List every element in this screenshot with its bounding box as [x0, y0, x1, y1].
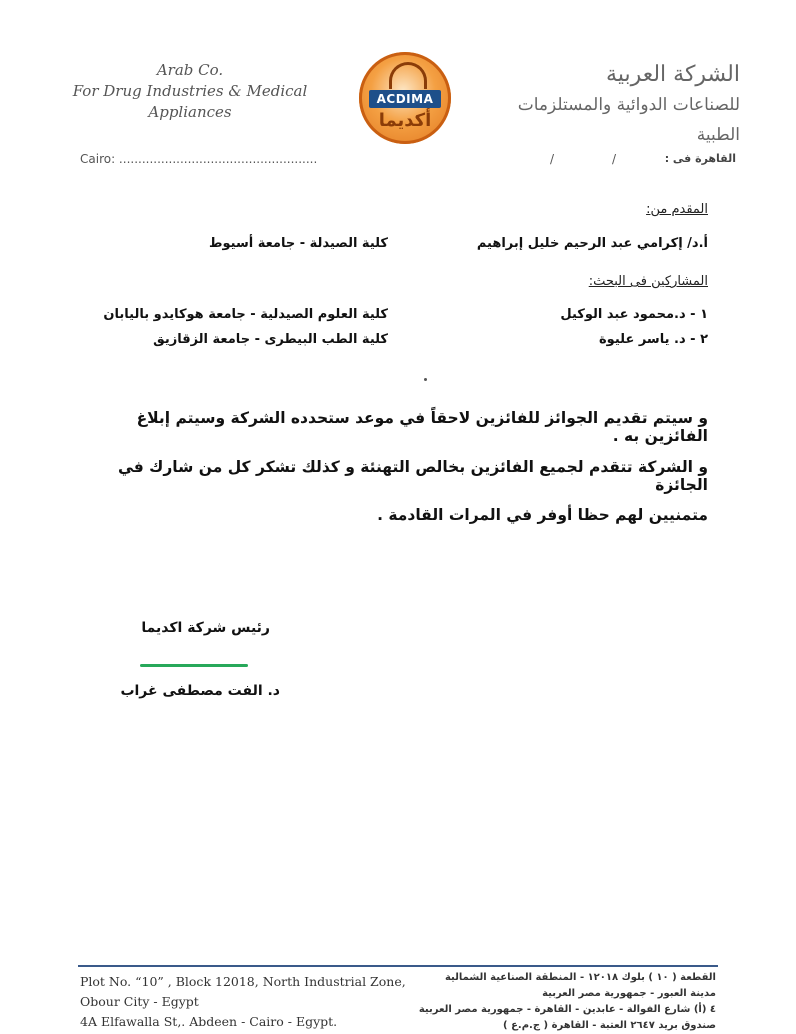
company-name-english: [70, 60, 310, 123]
footer-address-ar: [386, 970, 716, 1034]
footer-ar-line: صندوق بريد ٢٦٤٧ العتبة - القاهرة ( ج.م.ع ): [503, 1020, 716, 1031]
submitter-label: المقدم من:: [646, 202, 708, 217]
footer-address-en: [80, 972, 406, 1032]
company-name-ar-line: الشركة العربية: [606, 62, 740, 87]
signature-stroke: [140, 664, 248, 667]
signatory-name: د. الفت مصطفى غراب: [120, 683, 280, 699]
footer-en-line: Obour City - Egypt: [80, 994, 199, 1009]
stray-dot: [424, 378, 427, 381]
participant-name: ٢ - د. ياسر عليوة: [599, 332, 708, 347]
date-slash: /: [612, 152, 617, 166]
participant-name: ١ - د.محمود عبد الوكيل: [560, 307, 708, 322]
footer-divider: [78, 965, 718, 967]
paragraph: متمنيين لهم حظا أوفر في المرات القادمة .: [377, 506, 708, 524]
submitter-affiliation: كلية الصيدلة - جامعة أسيوط: [208, 236, 388, 251]
logo-text: ACDIMA: [369, 90, 441, 108]
footer-ar-line: القطعة ( ١٠ ) بلوك ١٢٠١٨ - المنطقة الصناعية الشمالية: [444, 972, 716, 983]
company-name-en-line: Appliances: [148, 103, 232, 121]
submitter-name: أ.د/ إكرامي عبد الرحيم خليل إبراهيم: [476, 236, 708, 251]
company-name-en-line: Arab Co.: [156, 61, 224, 79]
cairo-date-en: Cairo: ....................................................: [80, 152, 318, 166]
participant-affiliation: كلية الطب البيطرى - جامعة الزقازيق: [153, 332, 388, 347]
acdima-logo: [359, 52, 451, 144]
logo-arc-icon: [389, 62, 427, 89]
date-slash: /: [550, 152, 555, 166]
paragraph: و سيتم تقديم الجوائز للفائزين لاحقاً في موعد ستحدده الشركة وسيتم إبلاغ الفائزين به .: [136, 409, 708, 445]
company-name-en-line: For Drug Industries & Medical: [72, 82, 308, 100]
signature-title: رئيس شركة اكديما: [141, 620, 270, 636]
footer-ar-line: مدينة العبور - جمهورية مصر العربية: [542, 988, 716, 999]
logo-arabic-text: أكديما: [378, 110, 432, 131]
company-name-ar-line: للصناعات الدوائية والمستلزمات الطبية: [517, 95, 740, 145]
company-name-arabic: [470, 60, 740, 150]
footer-en-line: 4A Elfawalla St,. Abdeen - Cairo - Egypt.: [80, 1014, 338, 1029]
participant-affiliation: كلية العلوم الصيدلية - جامعة هوكايدو باليابان: [103, 307, 388, 322]
cairo-date-ar: القاهرة فى :: [664, 152, 736, 165]
footer-en-line: Plot No. “10” , Block 12018, North Industrial Zone,: [80, 974, 406, 989]
participants-label: المشاركين فى البحث:: [588, 274, 708, 289]
footer-ar-line: ٤ (أ) شارع الفوالة - عابدين - القاهرة - جمهورية مصر العربية: [418, 1004, 716, 1015]
paragraph: و الشركة تتقدم لجميع الفائزين بخالص التهنئة و كذلك تشكر كل من شارك في الجائزة: [117, 458, 708, 494]
